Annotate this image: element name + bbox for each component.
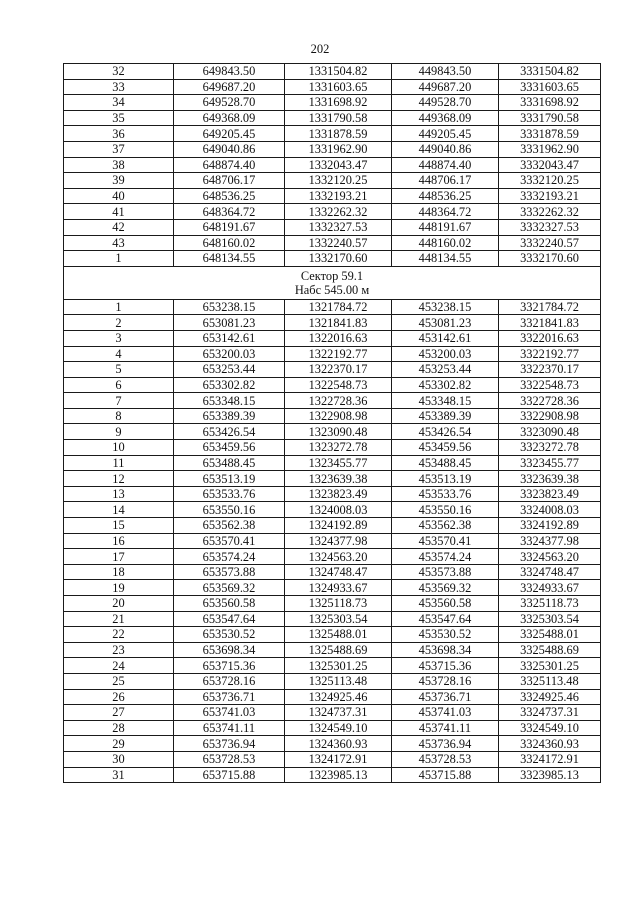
x-local-cell: 653736.71 <box>174 689 285 705</box>
y-local-cell: 1332240.57 <box>285 235 392 251</box>
x-local-cell: 653200.03 <box>174 346 285 362</box>
y-local-cell: 1332262.32 <box>285 204 392 220</box>
y-local-cell: 1324748.47 <box>285 564 392 580</box>
y-local-cell: 1331790.58 <box>285 110 392 126</box>
y-local-cell: 1332043.47 <box>285 157 392 173</box>
x-local-cell: 653302.82 <box>174 377 285 393</box>
table-row <box>64 362 601 378</box>
x-local-cell: 649843.50 <box>174 64 285 80</box>
x-local-cell: 653533.76 <box>174 486 285 502</box>
table-row <box>64 580 601 596</box>
y-alt-cell: 3321784.72 <box>499 299 601 315</box>
section-title: Сектор 59.1 <box>300 269 364 284</box>
y-alt-cell: 3324737.31 <box>499 705 601 721</box>
y-local-cell: 1331504.82 <box>285 64 392 80</box>
table-row <box>64 518 601 534</box>
y-local-cell: 1332170.60 <box>285 251 392 267</box>
point-number-cell: 16 <box>64 533 174 549</box>
point-number-cell: 39 <box>64 173 174 189</box>
y-alt-cell: 3323985.13 <box>499 767 601 783</box>
y-local-cell: 1325488.01 <box>285 627 392 643</box>
x-local-cell: 653698.34 <box>174 642 285 658</box>
coordinates-table-body-before <box>64 64 601 267</box>
x-alt-cell: 449687.20 <box>392 79 499 95</box>
table-row <box>64 346 601 362</box>
y-alt-cell: 3321841.83 <box>499 315 601 331</box>
point-number-cell: 43 <box>64 235 174 251</box>
y-alt-cell: 3324377.98 <box>499 533 601 549</box>
y-alt-cell: 3324748.47 <box>499 564 601 580</box>
x-alt-cell: 453081.23 <box>392 315 499 331</box>
x-alt-cell: 453200.03 <box>392 346 499 362</box>
x-local-cell: 653081.23 <box>174 315 285 331</box>
table-row <box>64 64 601 80</box>
y-alt-cell: 3325303.54 <box>499 611 601 627</box>
y-local-cell: 1324172.91 <box>285 751 392 767</box>
x-local-cell: 653238.15 <box>174 299 285 315</box>
x-alt-cell: 453348.15 <box>392 393 499 409</box>
y-alt-cell: 3324192.89 <box>499 518 601 534</box>
point-number-cell: 8 <box>64 408 174 424</box>
y-local-cell: 1321841.83 <box>285 315 392 331</box>
y-alt-cell: 3322548.73 <box>499 377 601 393</box>
x-alt-cell: 453736.71 <box>392 689 499 705</box>
x-local-cell: 653728.16 <box>174 673 285 689</box>
y-alt-cell: 3323639.38 <box>499 471 601 487</box>
point-number-cell: 1 <box>64 299 174 315</box>
point-number-cell: 22 <box>64 627 174 643</box>
x-alt-cell: 453547.64 <box>392 611 499 627</box>
table-row <box>64 596 601 612</box>
y-alt-cell: 3325113.48 <box>499 673 601 689</box>
x-local-cell: 653570.41 <box>174 533 285 549</box>
section-header-body <box>64 266 601 299</box>
x-alt-cell: 453715.36 <box>392 658 499 674</box>
y-alt-cell: 3324933.67 <box>499 580 601 596</box>
table-row <box>64 627 601 643</box>
point-number-cell: 42 <box>64 219 174 235</box>
table-row <box>64 611 601 627</box>
x-alt-cell: 453715.88 <box>392 767 499 783</box>
y-local-cell: 1324737.31 <box>285 705 392 721</box>
point-number-cell: 21 <box>64 611 174 627</box>
x-alt-cell: 449528.70 <box>392 95 499 111</box>
table-row <box>64 564 601 580</box>
table-row <box>64 673 601 689</box>
y-alt-cell: 3332193.21 <box>499 188 601 204</box>
point-number-cell: 38 <box>64 157 174 173</box>
y-local-cell: 1325118.73 <box>285 596 392 612</box>
y-alt-cell: 3322370.17 <box>499 362 601 378</box>
x-local-cell: 653253.44 <box>174 362 285 378</box>
y-alt-cell: 3332170.60 <box>499 251 601 267</box>
point-number-cell: 17 <box>64 549 174 565</box>
point-number-cell: 1 <box>64 251 174 267</box>
x-alt-cell: 449843.50 <box>392 64 499 80</box>
x-local-cell: 648874.40 <box>174 157 285 173</box>
x-alt-cell: 448191.67 <box>392 219 499 235</box>
x-alt-cell: 449040.86 <box>392 141 499 157</box>
x-local-cell: 653547.64 <box>174 611 285 627</box>
y-alt-cell: 3323090.48 <box>499 424 601 440</box>
y-alt-cell: 3323823.49 <box>499 486 601 502</box>
y-alt-cell: 3322908.98 <box>499 408 601 424</box>
x-local-cell: 649368.09 <box>174 110 285 126</box>
y-alt-cell: 3331878.59 <box>499 126 601 142</box>
x-alt-cell: 453513.19 <box>392 471 499 487</box>
section-subtitle: Набс 545.00 м <box>294 283 370 298</box>
x-local-cell: 653142.61 <box>174 330 285 346</box>
y-alt-cell: 3322192.77 <box>499 346 601 362</box>
y-alt-cell: 3324549.10 <box>499 720 601 736</box>
y-local-cell: 1325488.69 <box>285 642 392 658</box>
point-number-cell: 31 <box>64 767 174 783</box>
y-local-cell: 1324563.20 <box>285 549 392 565</box>
point-number-cell: 37 <box>64 141 174 157</box>
table-row <box>64 705 601 721</box>
x-alt-cell: 453533.76 <box>392 486 499 502</box>
x-local-cell: 648160.02 <box>174 235 285 251</box>
x-alt-cell: 448706.17 <box>392 173 499 189</box>
y-local-cell: 1322728.36 <box>285 393 392 409</box>
point-number-cell: 6 <box>64 377 174 393</box>
x-local-cell: 653426.54 <box>174 424 285 440</box>
x-alt-cell: 453238.15 <box>392 299 499 315</box>
y-local-cell: 1323639.38 <box>285 471 392 487</box>
x-local-cell: 653459.56 <box>174 440 285 456</box>
table-row <box>64 95 601 111</box>
x-alt-cell: 453530.52 <box>392 627 499 643</box>
y-alt-cell: 3325488.01 <box>499 627 601 643</box>
x-alt-cell: 453574.24 <box>392 549 499 565</box>
y-local-cell: 1324360.93 <box>285 736 392 752</box>
y-alt-cell: 3331504.82 <box>499 64 601 80</box>
y-alt-cell: 3324360.93 <box>499 736 601 752</box>
x-alt-cell: 453569.32 <box>392 580 499 596</box>
y-alt-cell: 3331962.90 <box>499 141 601 157</box>
x-local-cell: 653573.88 <box>174 564 285 580</box>
y-local-cell: 1324008.03 <box>285 502 392 518</box>
x-local-cell: 648706.17 <box>174 173 285 189</box>
y-alt-cell: 3323272.78 <box>499 440 601 456</box>
x-alt-cell: 453573.88 <box>392 564 499 580</box>
table-row <box>64 157 601 173</box>
table-row <box>64 79 601 95</box>
table-row <box>64 110 601 126</box>
y-local-cell: 1332193.21 <box>285 188 392 204</box>
x-alt-cell: 453736.94 <box>392 736 499 752</box>
x-local-cell: 648191.67 <box>174 219 285 235</box>
y-local-cell: 1323272.78 <box>285 440 392 456</box>
table-row <box>64 471 601 487</box>
table-row <box>64 486 601 502</box>
table-row <box>64 204 601 220</box>
x-alt-cell: 453562.38 <box>392 518 499 534</box>
y-local-cell: 1321784.72 <box>285 299 392 315</box>
point-number-cell: 9 <box>64 424 174 440</box>
point-number-cell: 7 <box>64 393 174 409</box>
table-row <box>64 736 601 752</box>
x-local-cell: 653348.15 <box>174 393 285 409</box>
x-alt-cell: 453728.53 <box>392 751 499 767</box>
x-local-cell: 653728.53 <box>174 751 285 767</box>
point-number-cell: 5 <box>64 362 174 378</box>
x-alt-cell: 453570.41 <box>392 533 499 549</box>
table-row <box>64 330 601 346</box>
table-row <box>64 219 601 235</box>
table-row <box>64 141 601 157</box>
x-local-cell: 653715.36 <box>174 658 285 674</box>
point-number-cell: 15 <box>64 518 174 534</box>
x-alt-cell: 448160.02 <box>392 235 499 251</box>
point-number-cell: 28 <box>64 720 174 736</box>
y-alt-cell: 3325118.73 <box>499 596 601 612</box>
y-local-cell: 1325113.48 <box>285 673 392 689</box>
y-local-cell: 1324377.98 <box>285 533 392 549</box>
x-alt-cell: 453550.16 <box>392 502 499 518</box>
x-local-cell: 649205.45 <box>174 126 285 142</box>
x-local-cell: 653550.16 <box>174 502 285 518</box>
x-alt-cell: 448134.55 <box>392 251 499 267</box>
x-local-cell: 653513.19 <box>174 471 285 487</box>
table-row <box>64 689 601 705</box>
y-local-cell: 1322908.98 <box>285 408 392 424</box>
coordinates-table-body-after <box>64 299 601 782</box>
y-local-cell: 1323455.77 <box>285 455 392 471</box>
table-row <box>64 455 601 471</box>
x-local-cell: 653562.38 <box>174 518 285 534</box>
y-alt-cell: 3332240.57 <box>499 235 601 251</box>
y-local-cell: 1324933.67 <box>285 580 392 596</box>
point-number-cell: 25 <box>64 673 174 689</box>
point-number-cell: 4 <box>64 346 174 362</box>
y-local-cell: 1322192.77 <box>285 346 392 362</box>
table-row <box>64 126 601 142</box>
x-local-cell: 649040.86 <box>174 141 285 157</box>
y-alt-cell: 3322728.36 <box>499 393 601 409</box>
y-local-cell: 1331878.59 <box>285 126 392 142</box>
table-row <box>64 751 601 767</box>
x-alt-cell: 453142.61 <box>392 330 499 346</box>
y-local-cell: 1332120.25 <box>285 173 392 189</box>
x-alt-cell: 453253.44 <box>392 362 499 378</box>
y-local-cell: 1325301.25 <box>285 658 392 674</box>
y-local-cell: 1322370.17 <box>285 362 392 378</box>
y-alt-cell: 3332327.53 <box>499 219 601 235</box>
point-number-cell: 10 <box>64 440 174 456</box>
section-header-row <box>64 266 601 299</box>
y-alt-cell: 3325488.69 <box>499 642 601 658</box>
y-local-cell: 1324925.46 <box>285 689 392 705</box>
y-local-cell: 1331603.65 <box>285 79 392 95</box>
y-alt-cell: 3324563.20 <box>499 549 601 565</box>
y-alt-cell: 3323455.77 <box>499 455 601 471</box>
point-number-cell: 2 <box>64 315 174 331</box>
x-alt-cell: 453560.58 <box>392 596 499 612</box>
y-local-cell: 1322548.73 <box>285 377 392 393</box>
table-row <box>64 173 601 189</box>
page-number: 202 <box>310 42 330 56</box>
coordinates-table <box>63 63 601 783</box>
x-alt-cell: 453741.03 <box>392 705 499 721</box>
table-row <box>64 658 601 674</box>
point-number-cell: 27 <box>64 705 174 721</box>
table-row <box>64 188 601 204</box>
y-local-cell: 1323090.48 <box>285 424 392 440</box>
x-alt-cell: 453741.11 <box>392 720 499 736</box>
y-alt-cell: 3331698.92 <box>499 95 601 111</box>
x-alt-cell: 453488.45 <box>392 455 499 471</box>
x-alt-cell: 453389.39 <box>392 408 499 424</box>
y-local-cell: 1324192.89 <box>285 518 392 534</box>
table-row <box>64 299 601 315</box>
x-alt-cell: 453728.16 <box>392 673 499 689</box>
table-row <box>64 251 601 267</box>
x-alt-cell: 449205.45 <box>392 126 499 142</box>
y-alt-cell: 3332120.25 <box>499 173 601 189</box>
x-local-cell: 653569.32 <box>174 580 285 596</box>
x-local-cell: 653736.94 <box>174 736 285 752</box>
x-alt-cell: 448536.25 <box>392 188 499 204</box>
table-row <box>64 502 601 518</box>
point-number-cell: 41 <box>64 204 174 220</box>
point-number-cell: 13 <box>64 486 174 502</box>
point-number-cell: 24 <box>64 658 174 674</box>
table-row <box>64 720 601 736</box>
table-row <box>64 377 601 393</box>
x-alt-cell: 449368.09 <box>392 110 499 126</box>
y-alt-cell: 3322016.63 <box>499 330 601 346</box>
point-number-cell: 35 <box>64 110 174 126</box>
y-alt-cell: 3331603.65 <box>499 79 601 95</box>
y-local-cell: 1323985.13 <box>285 767 392 783</box>
table-row <box>64 393 601 409</box>
x-local-cell: 648134.55 <box>174 251 285 267</box>
y-alt-cell: 3332262.32 <box>499 204 601 220</box>
x-local-cell: 653560.58 <box>174 596 285 612</box>
x-local-cell: 653389.39 <box>174 408 285 424</box>
point-number-cell: 30 <box>64 751 174 767</box>
section-header-cell <box>64 266 601 299</box>
y-local-cell: 1331698.92 <box>285 95 392 111</box>
y-alt-cell: 3325301.25 <box>499 658 601 674</box>
point-number-cell: 34 <box>64 95 174 111</box>
point-number-cell: 18 <box>64 564 174 580</box>
x-local-cell: 649528.70 <box>174 95 285 111</box>
point-number-cell: 32 <box>64 64 174 80</box>
x-alt-cell: 448364.72 <box>392 204 499 220</box>
x-local-cell: 653488.45 <box>174 455 285 471</box>
table-row <box>64 235 601 251</box>
table-row <box>64 440 601 456</box>
x-local-cell: 653741.11 <box>174 720 285 736</box>
y-local-cell: 1331962.90 <box>285 141 392 157</box>
point-number-cell: 29 <box>64 736 174 752</box>
x-alt-cell: 453302.82 <box>392 377 499 393</box>
point-number-cell: 36 <box>64 126 174 142</box>
y-local-cell: 1324549.10 <box>285 720 392 736</box>
table-row <box>64 533 601 549</box>
x-local-cell: 653741.03 <box>174 705 285 721</box>
point-number-cell: 33 <box>64 79 174 95</box>
x-local-cell: 648536.25 <box>174 188 285 204</box>
y-alt-cell: 3324925.46 <box>499 689 601 705</box>
x-local-cell: 648364.72 <box>174 204 285 220</box>
x-alt-cell: 453426.54 <box>392 424 499 440</box>
table-row <box>64 408 601 424</box>
y-local-cell: 1332327.53 <box>285 219 392 235</box>
y-alt-cell: 3324008.03 <box>499 502 601 518</box>
y-alt-cell: 3324172.91 <box>499 751 601 767</box>
point-number-cell: 11 <box>64 455 174 471</box>
point-number-cell: 26 <box>64 689 174 705</box>
table-row <box>64 424 601 440</box>
y-local-cell: 1322016.63 <box>285 330 392 346</box>
point-number-cell: 23 <box>64 642 174 658</box>
table-row <box>64 315 601 331</box>
x-alt-cell: 453698.34 <box>392 642 499 658</box>
point-number-cell: 14 <box>64 502 174 518</box>
table-row <box>64 549 601 565</box>
table-row <box>64 767 601 783</box>
x-local-cell: 653574.24 <box>174 549 285 565</box>
table-row <box>64 642 601 658</box>
y-local-cell: 1323823.49 <box>285 486 392 502</box>
x-alt-cell: 453459.56 <box>392 440 499 456</box>
y-local-cell: 1325303.54 <box>285 611 392 627</box>
point-number-cell: 3 <box>64 330 174 346</box>
point-number-cell: 12 <box>64 471 174 487</box>
x-local-cell: 653530.52 <box>174 627 285 643</box>
point-number-cell: 20 <box>64 596 174 612</box>
point-number-cell: 19 <box>64 580 174 596</box>
y-alt-cell: 3331790.58 <box>499 110 601 126</box>
x-alt-cell: 448874.40 <box>392 157 499 173</box>
x-local-cell: 649687.20 <box>174 79 285 95</box>
point-number-cell: 40 <box>64 188 174 204</box>
y-alt-cell: 3332043.47 <box>499 157 601 173</box>
x-local-cell: 653715.88 <box>174 767 285 783</box>
